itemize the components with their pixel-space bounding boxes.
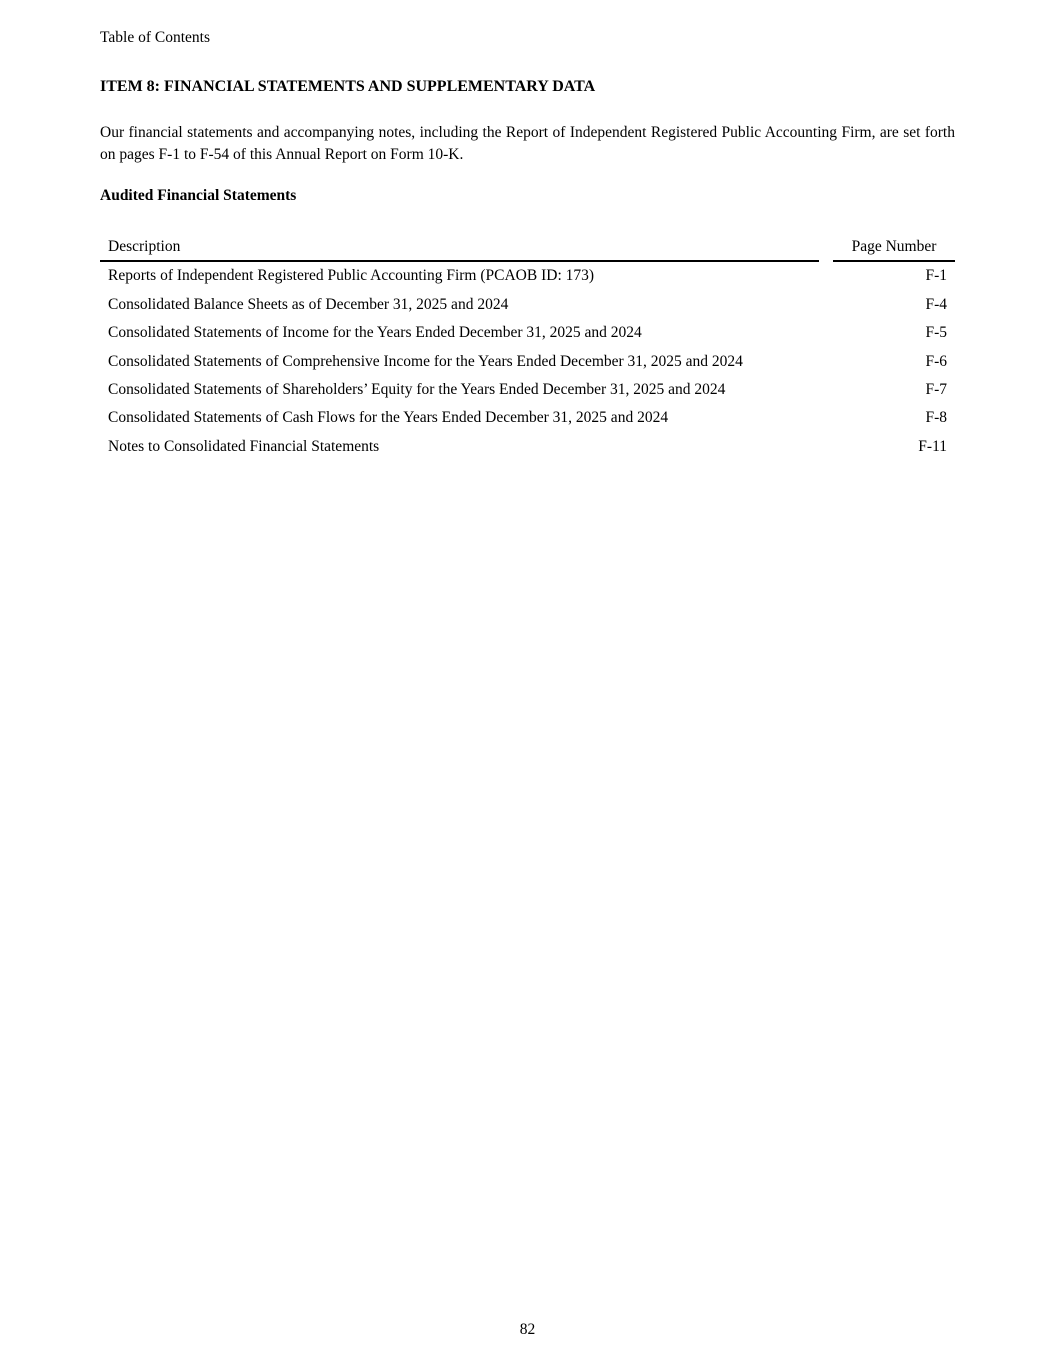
column-gap-spacer (819, 235, 833, 262)
row-gap-spacer (819, 262, 833, 290)
table-row (100, 404, 955, 432)
financial-statements-table-body (100, 262, 955, 461)
row-page-number: F-8 (925, 409, 947, 427)
row-gap-spacer (819, 290, 833, 318)
item-8-heading: ITEM 8: FINANCIAL STATEMENTS AND SUPPLEMENTARY DATA (100, 78, 596, 96)
row-page-number: F-4 (925, 295, 947, 313)
row-description: Consolidated Statements of Income for the Years Ended December 31, 2025 and 2024 (108, 324, 642, 342)
financial-statements-table (100, 235, 955, 461)
row-gap-spacer (819, 375, 833, 403)
page-number-column-header: Page Number (833, 235, 955, 262)
description-column-header: Description (100, 235, 819, 262)
row-gap-spacer (819, 404, 833, 432)
page-number: 82 (519, 1321, 536, 1338)
row-page-number: F-1 (925, 267, 947, 285)
row-page-number: F-7 (925, 380, 947, 398)
row-gap-spacer (819, 347, 833, 375)
row-description: Consolidated Statements of Cash Flows for the Years Ended December 31, 2025 and 2024 (108, 409, 669, 427)
row-description: Notes to Consolidated Financial Statements (108, 437, 380, 455)
table-of-contents-link[interactable]: Table of Contents (100, 29, 210, 46)
table-row (100, 347, 955, 375)
table-row (100, 290, 955, 318)
row-description: Consolidated Balance Sheets as of December 31, 2025 and 2024 (108, 295, 509, 313)
row-page-number: F-11 (918, 437, 947, 455)
table-row (100, 375, 955, 403)
row-page-number: F-5 (925, 324, 947, 342)
intro-paragraph: Our financial statements and accompanying notes, including the Report of Independent Registered Public Accounting Firm, are set forth on pages F-1 to F-54 of this Annual Report on Form 10-K. (100, 124, 955, 163)
table-row (100, 432, 955, 460)
audited-financial-statements-heading: Audited Financial Statements (100, 187, 297, 205)
row-description: Consolidated Statements of Comprehensive Income for the Years Ended December 31, 2025 and 2024 (108, 352, 743, 370)
row-gap-spacer (819, 319, 833, 347)
table-row (100, 319, 955, 347)
row-page-number: F-6 (925, 352, 947, 370)
row-description: Consolidated Statements of Shareholders’ Equity for the Years Ended December 31, 2025 and 2024 (108, 380, 726, 398)
row-gap-spacer (819, 432, 833, 460)
table-header-row (100, 235, 955, 262)
row-description: Reports of Independent Registered Public Accounting Firm (PCAOB ID: 173) (108, 267, 595, 285)
table-row (100, 262, 955, 290)
